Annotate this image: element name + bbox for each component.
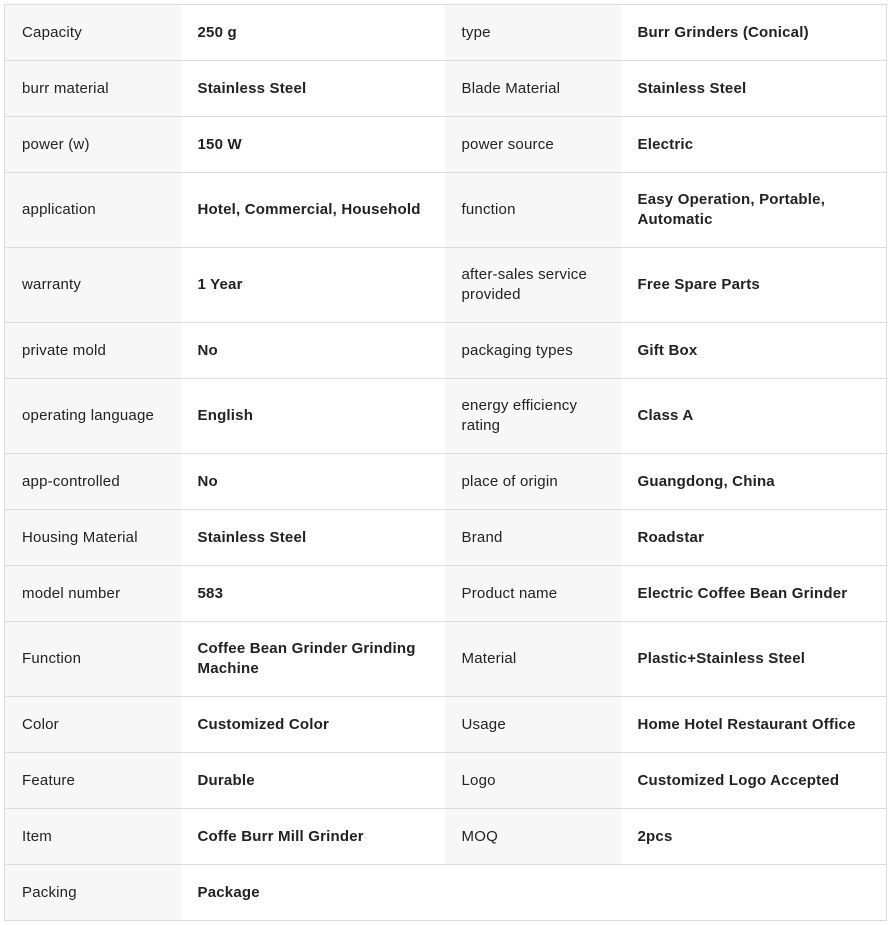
table-row bbox=[5, 865, 887, 921]
spec-value: 2pcs bbox=[621, 809, 887, 865]
spec-label: Logo bbox=[445, 753, 621, 809]
spec-label: burr material bbox=[5, 61, 181, 117]
spec-label: energy efficiency rating bbox=[445, 379, 621, 454]
spec-value: Roadstar bbox=[621, 510, 887, 566]
table-row bbox=[5, 697, 887, 753]
spec-value: Stainless Steel bbox=[181, 510, 445, 566]
spec-label: power source bbox=[445, 117, 621, 173]
spec-label: place of origin bbox=[445, 454, 621, 510]
spec-label: MOQ bbox=[445, 809, 621, 865]
spec-value: Home Hotel Restaurant Office bbox=[621, 697, 887, 753]
spec-value: Burr Grinders (Conical) bbox=[621, 5, 887, 61]
spec-value: English bbox=[181, 379, 445, 454]
spec-label: Item bbox=[5, 809, 181, 865]
spec-label: private mold bbox=[5, 323, 181, 379]
spec-value: Stainless Steel bbox=[621, 61, 887, 117]
spec-label: Color bbox=[5, 697, 181, 753]
spec-label: Feature bbox=[5, 753, 181, 809]
spec-label: Capacity bbox=[5, 5, 181, 61]
spec-value: 583 bbox=[181, 566, 445, 622]
spec-value: Customized Logo Accepted bbox=[621, 753, 887, 809]
specifications-table bbox=[4, 4, 887, 921]
table-row bbox=[5, 323, 887, 379]
spec-label: type bbox=[445, 5, 621, 61]
table-row bbox=[5, 5, 887, 61]
table-row bbox=[5, 379, 887, 454]
spec-value: Free Spare Parts bbox=[621, 248, 887, 323]
table-row bbox=[5, 510, 887, 566]
spec-value: Hotel, Commercial, Household bbox=[181, 173, 445, 248]
spec-value: Plastic+Stainless Steel bbox=[621, 622, 887, 697]
spec-label: Function bbox=[5, 622, 181, 697]
spec-value: Durable bbox=[181, 753, 445, 809]
spec-value: Coffee Bean Grinder Grinding Machine bbox=[181, 622, 445, 697]
table-row bbox=[5, 248, 887, 323]
spec-label: Brand bbox=[445, 510, 621, 566]
table-row bbox=[5, 566, 887, 622]
spec-value: Gift Box bbox=[621, 323, 887, 379]
spec-value: Guangdong, China bbox=[621, 454, 887, 510]
spec-value: Coffe Burr Mill Grinder bbox=[181, 809, 445, 865]
specifications-table-container bbox=[4, 4, 886, 921]
spec-label: Blade Material bbox=[445, 61, 621, 117]
spec-label: Product name bbox=[445, 566, 621, 622]
table-row bbox=[5, 622, 887, 697]
spec-value: Easy Operation, Portable, Automatic bbox=[621, 173, 887, 248]
table-row bbox=[5, 809, 887, 865]
table-row bbox=[5, 117, 887, 173]
spec-label: Material bbox=[445, 622, 621, 697]
spec-value: Customized Color bbox=[181, 697, 445, 753]
spec-label: power (w) bbox=[5, 117, 181, 173]
spec-value: No bbox=[181, 323, 445, 379]
spec-value: 1 Year bbox=[181, 248, 445, 323]
spec-value: No bbox=[181, 454, 445, 510]
spec-label: Packing bbox=[5, 865, 181, 921]
spec-label: Housing Material bbox=[5, 510, 181, 566]
spec-value: Electric bbox=[621, 117, 887, 173]
spec-label: application bbox=[5, 173, 181, 248]
spec-label: after-sales service provided bbox=[445, 248, 621, 323]
spec-value: Electric Coffee Bean Grinder bbox=[621, 566, 887, 622]
table-row bbox=[5, 61, 887, 117]
spec-value: Package bbox=[181, 865, 445, 921]
table-row bbox=[5, 753, 887, 809]
spec-value: 150 W bbox=[181, 117, 445, 173]
table-row bbox=[5, 173, 887, 248]
spec-label: app-controlled bbox=[5, 454, 181, 510]
spec-label: packaging types bbox=[445, 323, 621, 379]
empty-cell bbox=[445, 865, 887, 921]
spec-label: warranty bbox=[5, 248, 181, 323]
spec-label: operating language bbox=[5, 379, 181, 454]
spec-label: Usage bbox=[445, 697, 621, 753]
spec-label: function bbox=[445, 173, 621, 248]
table-row bbox=[5, 454, 887, 510]
spec-value: Class A bbox=[621, 379, 887, 454]
spec-value: 250 g bbox=[181, 5, 445, 61]
spec-value: Stainless Steel bbox=[181, 61, 445, 117]
spec-label: model number bbox=[5, 566, 181, 622]
